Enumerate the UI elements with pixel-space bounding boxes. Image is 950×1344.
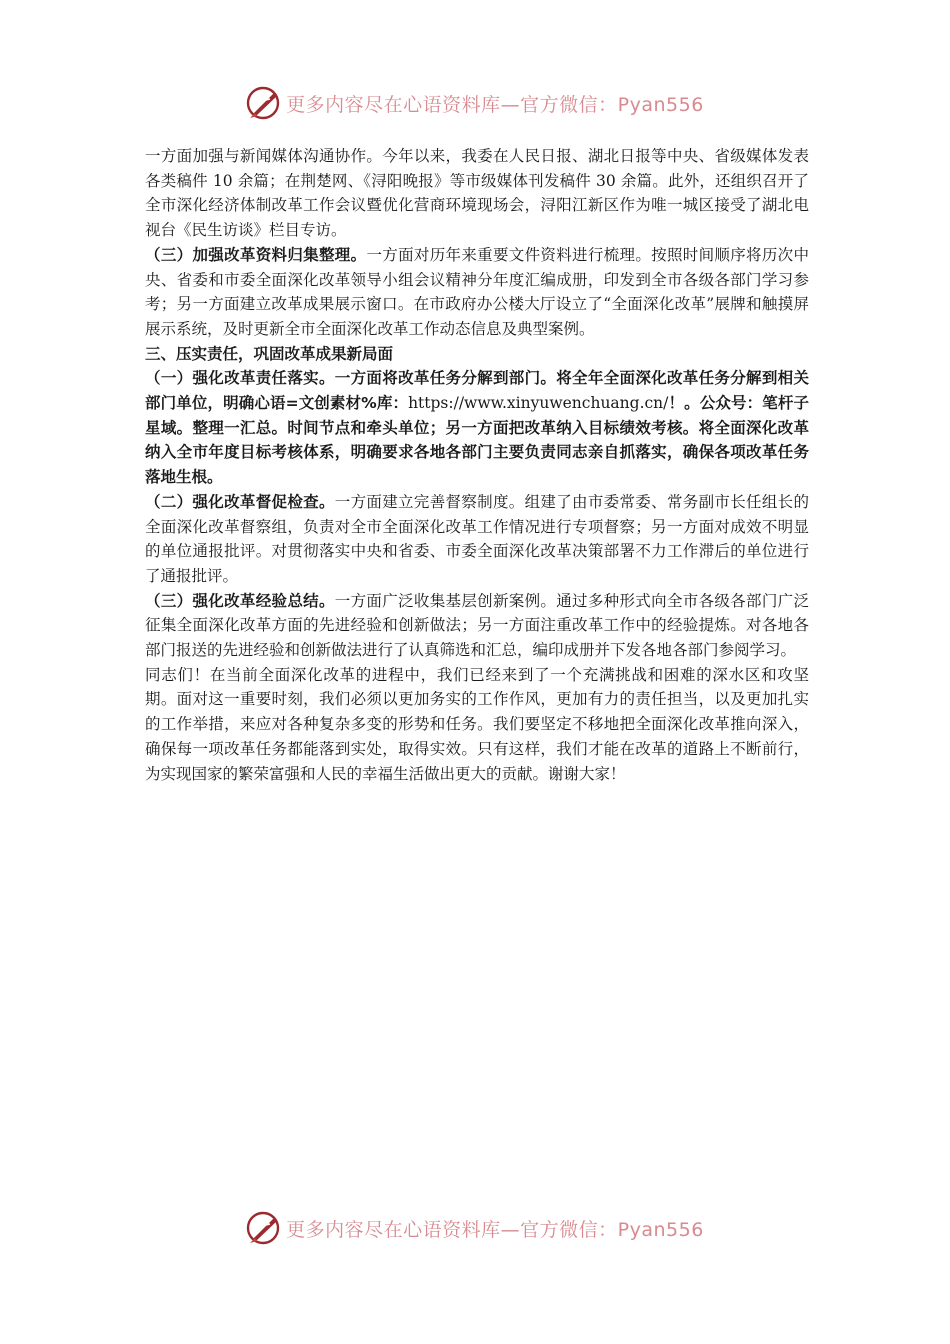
paragraph-responsibility: [145, 366, 809, 490]
subheading-supervision: （二）强化改革督促检查。: [145, 492, 335, 511]
pen-logo-icon: [246, 1210, 282, 1246]
paragraph-archive: [145, 243, 809, 342]
paragraph-archive-text: 一方面对历年来重要文件资料进行梳理。按照时间顺序将历次中央、省委和市委全面深化改革领导小组会议精神分年度汇编成册，印发到全市各级各部门学习参考；另一方面建立改革成果展示窗口。在市政府办公楼大厅设立了“全面深化改革”展牌和触摸屏展示系统，及时更新全市全面深化改革工作动态信息及典型案例。: [145, 245, 809, 338]
paragraph-responsibility-a: （一）强化改革责任落实。一方面将改革任务分解到部门。将全年全面深化改革任务分解到相关部门单位，明确心语=文创素材%库：: [145, 369, 809, 413]
header-banner-text: 更多内容尽在心语资料库—官方微信：Pyan556: [286, 93, 704, 116]
paragraph-supervision-text: 一方面建立完善督察制度。组建了由市委常委、常务副市长任组长的全面深化改革督察组，负责对全市全面深化改革工作情况进行专项督察；另一方面对成效不明显的单位通报批评。对贯彻落实中央和省委、市委全面深化改革决策部署不力工作滞后的单位进行了通报批评。: [145, 492, 809, 585]
subheading-experience: （三）强化改革经验总结。: [145, 591, 335, 610]
section-heading-3: 三、压实责任，巩固改革成果新局面: [145, 344, 394, 363]
source-url: https://www.xinyuwenchuang.cn/: [408, 394, 669, 413]
paragraph-supervision: [145, 490, 809, 589]
paragraph-responsibility-b: ！。公众号：笔杆子星域。整理一汇总。时间节点和牵头单位；另一方面把改革纳入目标绩效考核。将全面深化改革纳入全市年度目标考核体系，明确要求各地各部门主要负责同志亲自抓落实，确保各项改革任务落地生根。: [145, 394, 809, 487]
header-banner: [0, 83, 950, 123]
paragraph-experience-text: 一方面广泛收集基层创新案例。通过多种形式向全市各级各部门广泛征集全面深化改革方面的先进经验和创新做法；另一方面注重改革工作中的经验提炼。对各地各部门报送的先进经验和创新做法进行了认真筛选和汇总，编印成册并下发各地各部门参阅学习。: [145, 591, 809, 660]
subheading-archive: （三）加强改革资料归集整理。: [145, 245, 367, 264]
paragraph-closing: 同志们！在当前全面深化改革的进程中，我们已经来到了一个充满挑战和困难的深水区和攻坚期。面对这一重要时刻，我们必须以更加务实的工作作风，更加有力的责任担当，以及更加扎实的工作举措，来应对各种复杂多变的形势和任务。我们要坚定不移地把全面深化改革推向深入，确保每一项改革任务都能落到实处，取得实效。只有这样，我们才能在改革的道路上不断前行，为实现国家的繁荣富强和人民的幸福生活做出更大的贡献。谢谢大家！: [145, 665, 809, 783]
pen-logo-icon: [246, 85, 282, 121]
document-body: [145, 144, 809, 786]
footer-banner: [0, 1208, 950, 1248]
paragraph-media: 一方面加强与新闻媒体沟通协作。今年以来，我委在人民日报、湖北日报等中央、省级媒体发表各类稿件 10 余篇；在荆楚网、《浔阳晚报》等市级媒体刊发稿件 30 余篇。此外，还组织召开了全市深化经济体制改革工作会议暨优化营商环境现场会，浔阳江新区作为唯一城区接受了湖北电视台《民生访谈》栏目专访。: [145, 147, 809, 240]
paragraph-experience: [145, 589, 809, 663]
footer-banner-text: 更多内容尽在心语资料库—官方微信：Pyan556: [286, 1218, 704, 1241]
